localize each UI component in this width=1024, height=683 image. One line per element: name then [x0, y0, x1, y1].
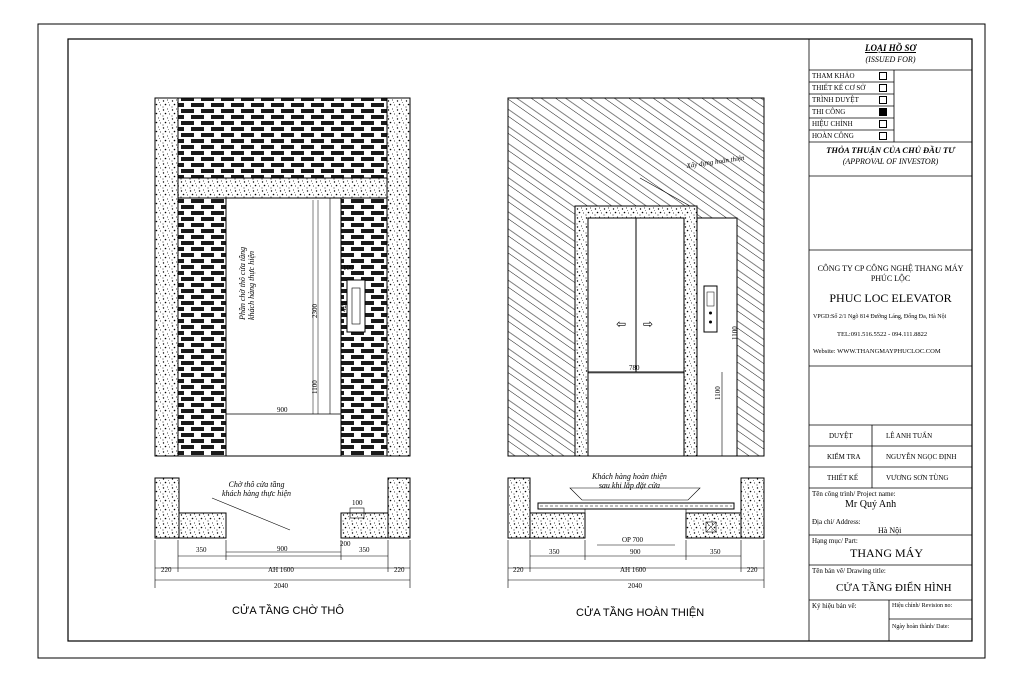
check-label-5: HIỆU CHỈNH [812, 120, 853, 128]
finished-plan-note-line2: sau khi lắp đặt cửa [598, 481, 661, 490]
dim-900-door: 900 [277, 406, 288, 414]
revision-label: Hiệu chỉnh/ Revision no: [892, 603, 953, 609]
dim-350-right-f: 350 [710, 548, 721, 556]
dim-350-right: 350 [359, 546, 370, 554]
dim-900-plan: 900 [277, 545, 288, 553]
dim-220-left: 220 [161, 566, 172, 574]
company-name-line2: PHÚC LỘC [870, 274, 911, 283]
issued-for-subtitle: (ISSUED FOR) [865, 55, 916, 64]
rough-wall-note-line2: khách hàng thực hiện [247, 250, 256, 320]
finished-caption: CỬA TẦNG HOÀN THIỆN [576, 607, 705, 619]
approval-subtitle: (APPROVAL OF INVESTOR) [842, 157, 939, 166]
dim-2040: 2040 [274, 582, 288, 590]
check-label-4: THI CÔNG [812, 108, 846, 116]
drawing-title: CỬA TẦNG ĐIỂN HÌNH [836, 582, 952, 594]
rough-plan-note [222, 480, 291, 498]
dim-220-left-f: 220 [513, 566, 524, 574]
checkbox-hoan-cong[interactable] [879, 132, 887, 140]
drawing-title-label: Tên bản vẽ/ Drawing title: [812, 567, 886, 575]
rough-caption: CỬA TẦNG CHỜ THÔ [232, 605, 344, 617]
company-name-line1: CÔNG TY CP CÔNG NGHỆ THANG MÁY [817, 264, 964, 273]
dim-ah1600-f: AH 1600 [620, 566, 646, 574]
drawing-code-label: Ký hiệu bản vẽ: [812, 602, 857, 610]
dim-2040-f: 2040 [628, 582, 642, 590]
dim-100-top: 100 [343, 264, 354, 272]
checkbox-hieu-chinh[interactable] [879, 120, 887, 128]
name-approved: LÊ ANH TUẤN [886, 432, 933, 440]
checkbox-thiet-ke-co-so[interactable] [879, 84, 887, 92]
address-value: Hà Nội [878, 526, 902, 535]
finished-plan-note [592, 472, 667, 490]
checkbox-thi-cong[interactable] [879, 108, 887, 116]
dim-900-f: 900 [630, 548, 641, 556]
company-phone: TEL:091.516.5522 - 094.111.8822 [837, 331, 928, 338]
finished-elevation [508, 98, 764, 456]
dim-1100-lower: 1100 [714, 386, 722, 400]
dim-350-left: 350 [196, 546, 207, 554]
checkbox-tham-khao[interactable] [879, 72, 887, 80]
role-checked: KIỂM TRA [827, 453, 861, 461]
project-name: Mr Quý Anh [845, 499, 897, 510]
dim-780: 780 [629, 364, 640, 372]
company-brand: PHUC LOC ELEVATOR [829, 291, 952, 305]
arrow-left-icon: ⇦ [616, 317, 627, 331]
dim-200: 200 [340, 540, 351, 548]
check-label-3: TRÌNH DUYỆT [812, 96, 859, 104]
check-label-6: HOÀN CÔNG [812, 132, 854, 140]
issued-for-title: LOẠI HỒ SƠ [864, 43, 916, 53]
finished-plan-note-line1: Khách hàng hoàn thiện [592, 472, 667, 481]
check-label-2: THIẾT KẾ CƠ SỞ [812, 84, 866, 92]
dim-420: 420 [340, 301, 348, 312]
rough-wall-note-line1: Phần chờ thô cửa tầng [238, 246, 247, 320]
approval-title: THỎA THUẬN CỦA CHỦ ĐẦU TƯ [826, 145, 955, 155]
dim-ah1600: AH 1600 [268, 566, 294, 574]
part-label: Hạng mục/ Part: [812, 537, 858, 545]
dim-1100-right: 1100 [731, 326, 739, 340]
finished-wall-note: Xây dựng hoàn thiện [686, 153, 745, 170]
arrow-right-icon: ⇨ [643, 317, 654, 331]
role-designed: THIẾT KẾ [827, 474, 859, 482]
name-designed: VƯƠNG SƠN TÙNG [886, 474, 949, 482]
project-label: Tên công trình/ Project name: [812, 490, 896, 498]
dim-220-right: 220 [394, 566, 405, 574]
checkbox-trinh-duyet[interactable] [879, 96, 887, 104]
dim-op700: OP 700 [622, 536, 643, 544]
date-label: Ngày hoàn thành/ Date: [892, 624, 950, 630]
rough-wall-note [238, 247, 256, 320]
rough-plan-note-line2: khách hàng thực hiện [222, 489, 292, 498]
dim-350-left-f: 350 [549, 548, 560, 556]
name-checked: NGUYỄN NGỌC ĐỊNH [886, 453, 957, 461]
role-approved: DUYỆT [829, 432, 853, 440]
company-website: Website: WWW.THANGMAYPHUCLOC.COM [813, 348, 941, 355]
dim-1100: 1100 [311, 380, 319, 394]
rough-elevation [155, 98, 410, 456]
address-label: Địa chỉ/ Address: [812, 518, 861, 526]
dim-100-plan: 100 [352, 499, 363, 507]
rough-plan-note-line1: Chờ thô cửa tầng [228, 480, 285, 489]
part-value: THANG MÁY [850, 546, 923, 560]
dim-2300: 2300 [311, 304, 319, 318]
dim-220-right-f: 220 [747, 566, 758, 574]
check-label-1: THAM KHẢO [812, 72, 855, 80]
company-address: VPGD:Số 2/1 Ngõ 814 Đường Láng, Đống Đa, Hà Nội [813, 314, 947, 320]
